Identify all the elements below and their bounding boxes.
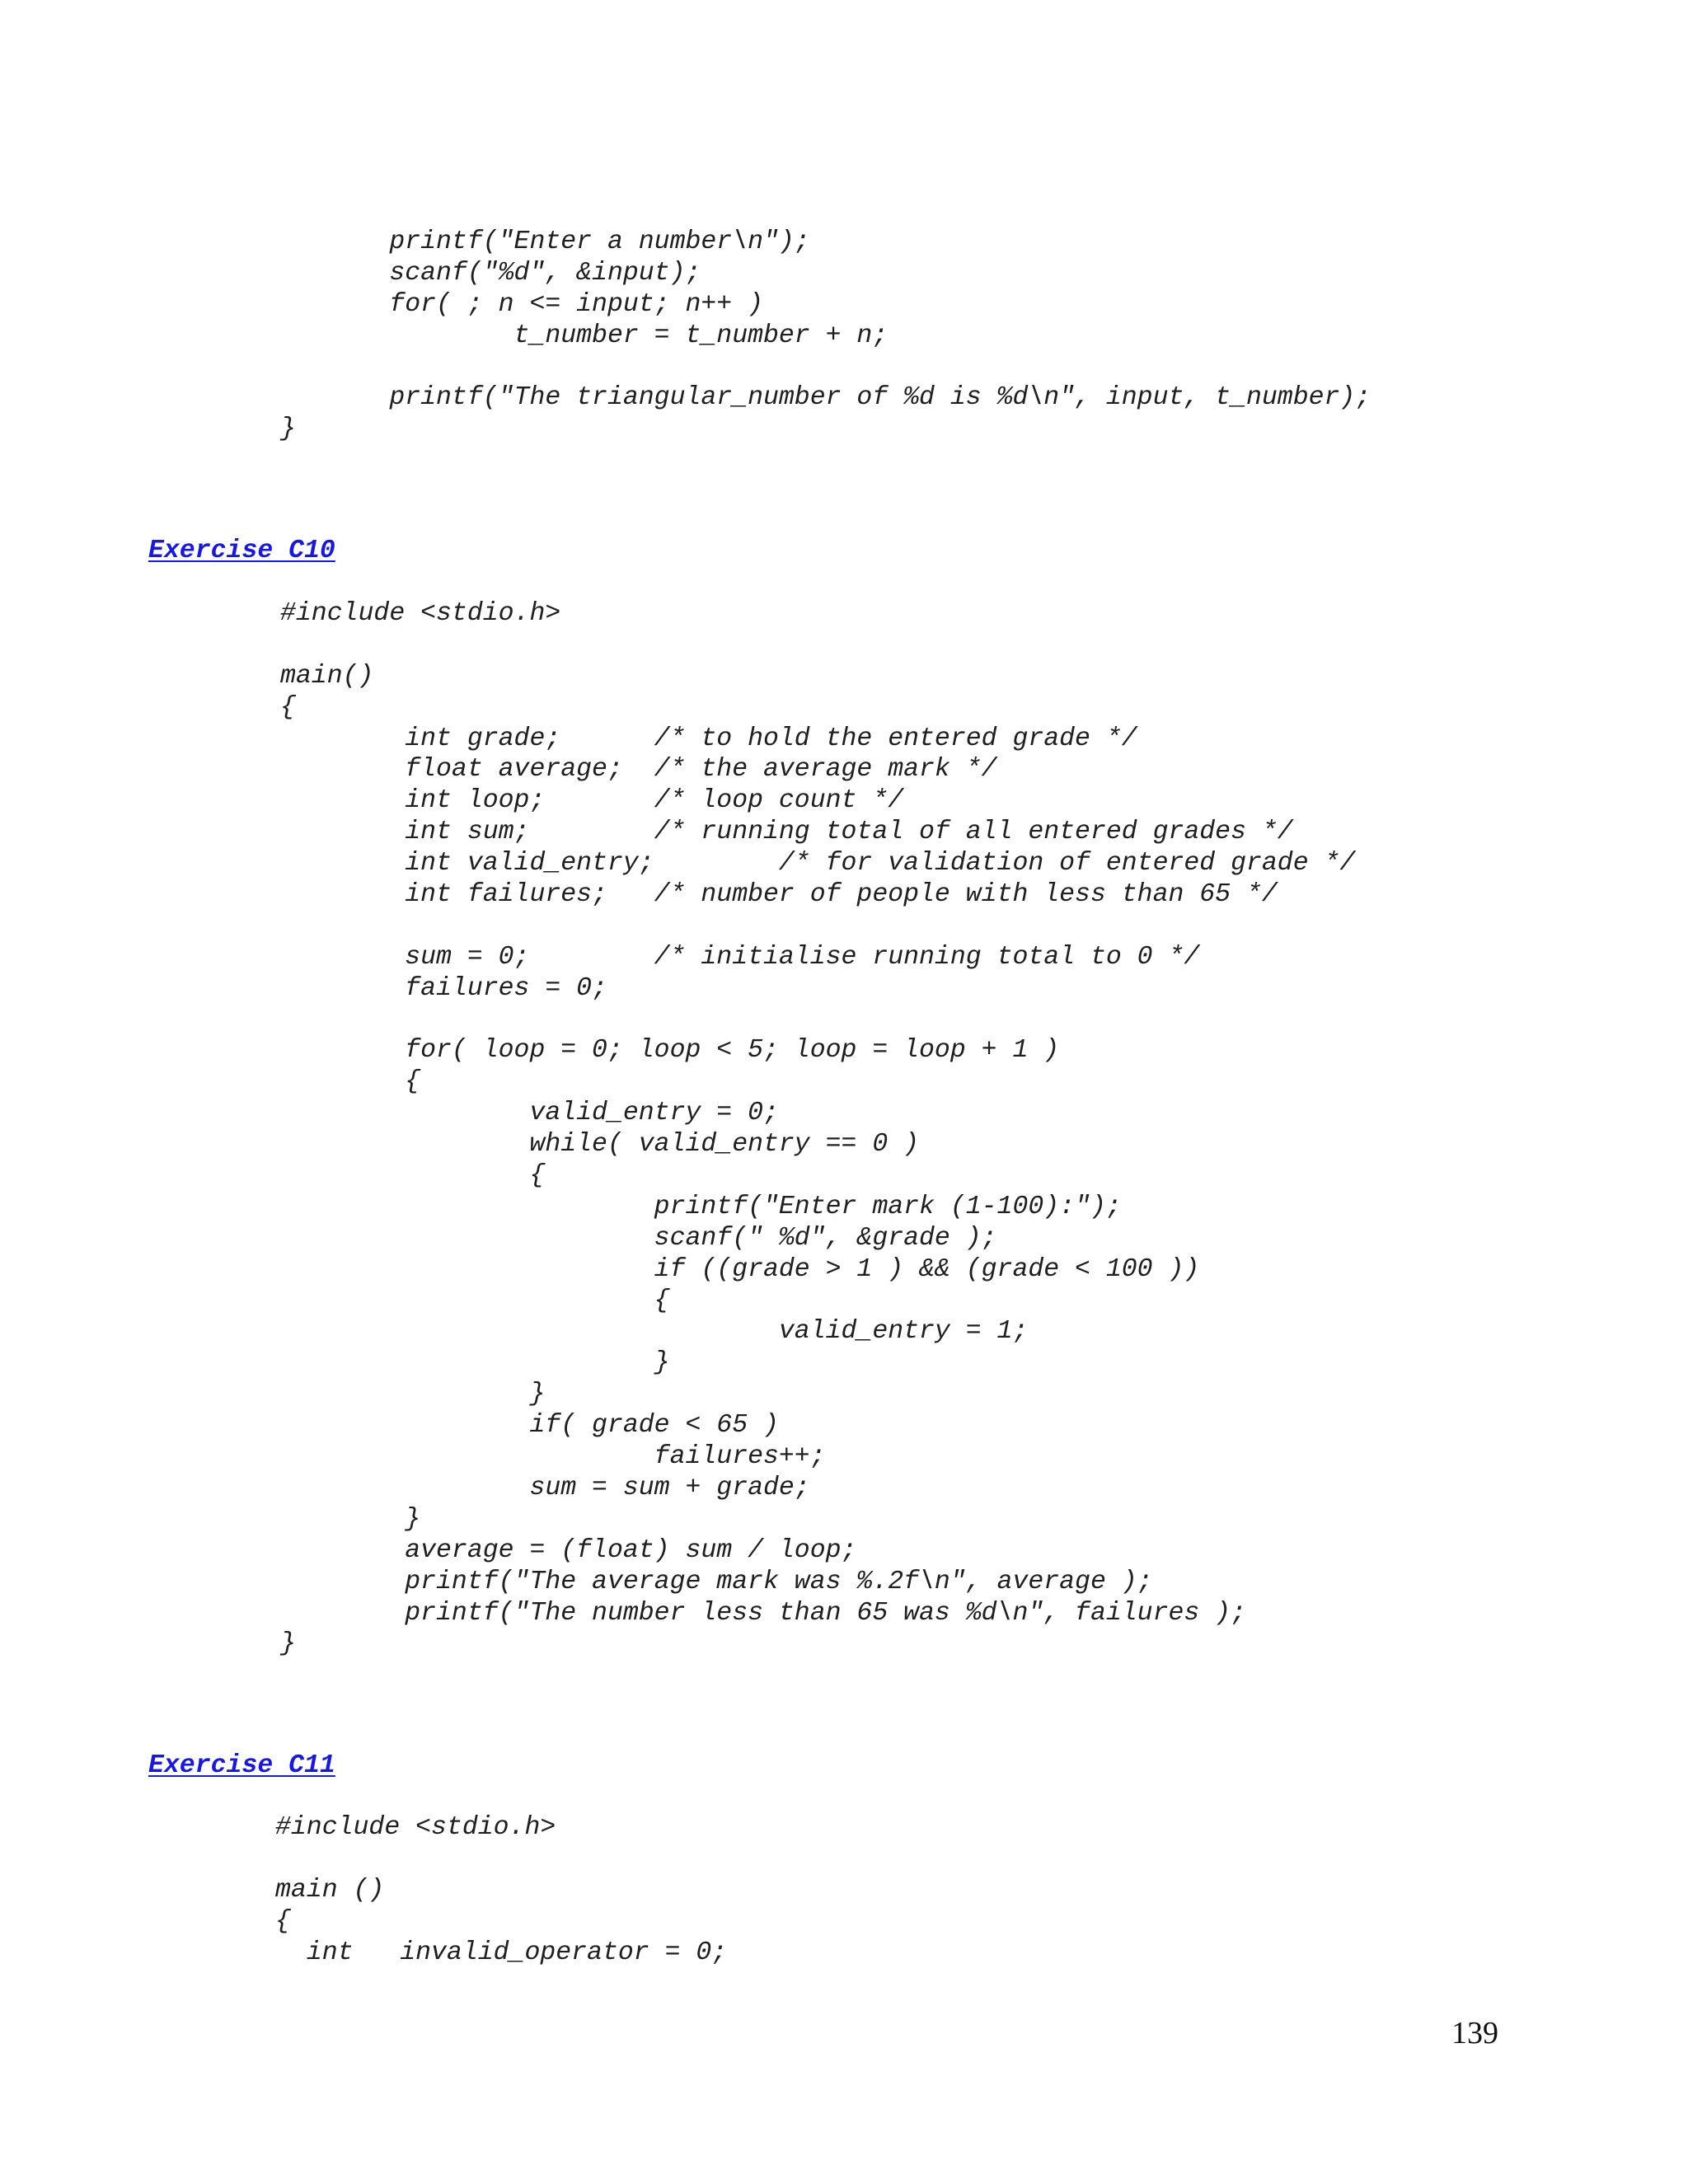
- code-line: int valid_entry; /* for validation of entered grade */: [280, 849, 1356, 879]
- code-line: printf("The triangular_number of %d is %d\n", input, t_number);: [280, 383, 1372, 413]
- code-line: scanf(" %d", &grade );: [280, 1223, 997, 1253]
- code-line: if( grade < 65 ): [280, 1411, 779, 1441]
- code-line: for( loop = 0; loop < 5; loop = loop + 1 ): [280, 1036, 1060, 1066]
- code-line: t_number = t_number + n;: [280, 321, 889, 350]
- code-line: }: [280, 415, 296, 444]
- code-block-exercise-c10: [280, 598, 1355, 1660]
- code-line: {: [280, 1161, 546, 1191]
- code-line: valid_entry = 0;: [280, 1099, 779, 1128]
- code-line: scanf("%d", &input);: [280, 258, 701, 288]
- code-line: printf("Enter a number\n");: [280, 227, 810, 256]
- code-line: {: [280, 1067, 421, 1097]
- code-line: while( valid_entry == 0 ): [280, 1130, 920, 1160]
- code-line: int invalid_operator = 0;: [275, 1938, 728, 1967]
- code-line: #include <stdio.h>: [280, 599, 561, 628]
- code-line: int loop; /* loop count */: [280, 786, 904, 816]
- code-line: int failures; /* number of people with less than 65 */: [280, 880, 1278, 910]
- code-line: [280, 911, 1355, 942]
- code-line: float average; /* the average mark */: [280, 755, 997, 785]
- code-line: printf("Enter mark (1-100):");: [280, 1192, 1122, 1221]
- code-line: failures = 0;: [280, 973, 607, 1003]
- code-line: printf("The number less than 65 was %d\n", failures );: [280, 1598, 1246, 1628]
- code-line: [275, 1844, 727, 1875]
- code-line: sum = sum + grade;: [280, 1473, 810, 1502]
- code-line: int sum; /* running total of all entered grades */: [280, 818, 1293, 847]
- exercise-c11-heading-link[interactable]: Exercise C11: [148, 1751, 335, 1780]
- code-line: for( ; n <= input; n++ ): [280, 289, 763, 319]
- code-line: [280, 352, 1371, 383]
- code-line: }: [280, 1504, 421, 1534]
- code-line: sum = 0; /* initialise running total to 0 */: [280, 942, 1200, 972]
- code-line: int grade; /* to hold the entered grade */: [280, 724, 1137, 753]
- code-line: }: [280, 1380, 546, 1409]
- code-line: if ((grade > 1 ) && (grade < 100 )): [280, 1254, 1200, 1284]
- code-line: failures++;: [280, 1442, 826, 1472]
- page-number: 139: [1451, 2016, 1498, 2050]
- code-line: {: [275, 1906, 291, 1936]
- code-line: valid_entry = 1;: [280, 1317, 1029, 1347]
- code-line: printf("The average mark was %.2f\n", average );: [280, 1567, 1153, 1596]
- code-block-triangular-number: [280, 227, 1371, 445]
- code-line: }: [280, 1629, 296, 1659]
- code-line: {: [280, 692, 296, 722]
- code-line: }: [280, 1348, 670, 1378]
- code-line: {: [280, 1286, 670, 1315]
- exercise-c10-heading-link[interactable]: Exercise C10: [148, 537, 335, 565]
- code-line: [280, 1005, 1355, 1036]
- code-line: main(): [280, 661, 374, 691]
- code-block-exercise-c11: [275, 1812, 727, 1968]
- code-line: [280, 630, 1355, 661]
- code-line: main (): [275, 1875, 385, 1905]
- code-line: average = (float) sum / loop;: [280, 1535, 857, 1565]
- code-line: #include <stdio.h>: [275, 1813, 556, 1842]
